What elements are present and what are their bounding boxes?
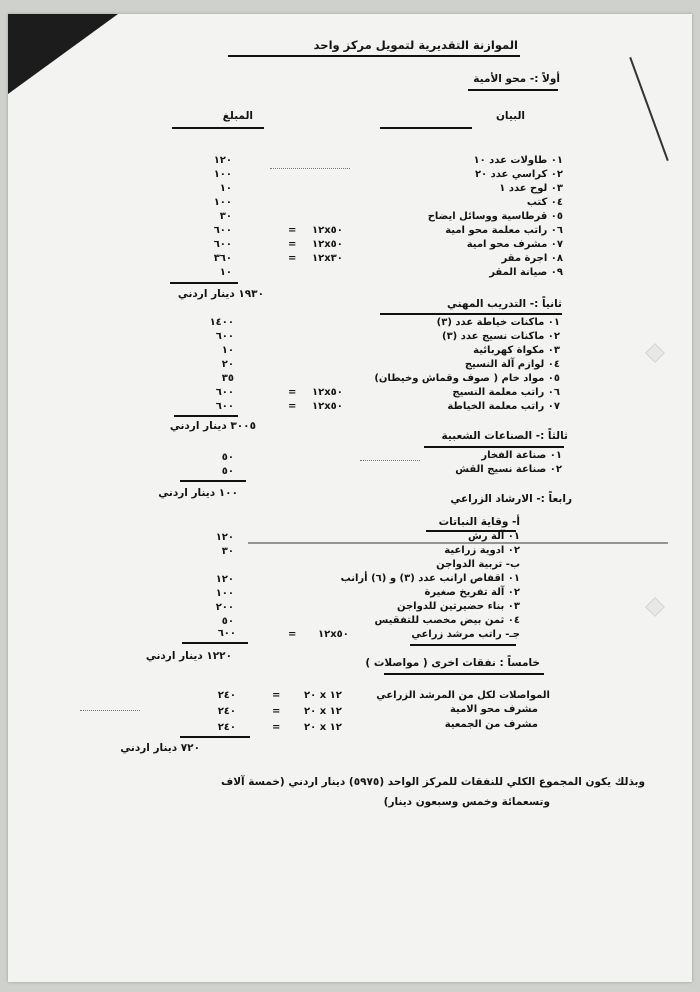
document-page [8, 14, 692, 982]
s3-item: ٠١ صناعة الفخار [481, 450, 562, 461]
equals-sign: = [272, 722, 281, 733]
s2-multiplier: ١٢x٥٠ [312, 401, 343, 412]
s1-item: ٠١ طاولات عدد ١٠ [473, 155, 563, 166]
s1-amount: ١٠ [219, 183, 232, 194]
s1-item: ٠٢ كراسي عدد ٢٠ [474, 169, 563, 180]
s4-amount: ١٠٠ [215, 588, 234, 599]
s2-multiplier: ١٢x٥٠ [312, 387, 343, 398]
s2-amount: ٢٠ [221, 359, 234, 370]
s1-item: ٠٤ كتب [526, 197, 563, 208]
s2-item: ٠٥ مواد خام ( صوف وقماش وخيطان) [374, 373, 560, 384]
scan-noise [360, 460, 420, 462]
s4-item: ٠١ آلة رش [468, 531, 520, 542]
s4-amount: ٦٠٠ [217, 628, 236, 639]
equals-sign: = [272, 690, 281, 701]
s1-amount: ٦٠٠ [213, 239, 232, 250]
s4-item: ٠٣ بناء حضيرتين للدواجن [396, 601, 520, 612]
s1-amount: ١٠ [219, 267, 232, 278]
s4-amount: ١٢٠ [215, 532, 234, 543]
s4-item: ٠٢ ادوية زراعية [444, 545, 520, 556]
section1-heading: أولاً :- محو الأمية [473, 73, 560, 85]
s3-amount: ٥٠ [221, 452, 234, 463]
s2-item: ٠٣ مكواة كهربائية [473, 345, 560, 356]
equals-sign: = [288, 629, 297, 640]
summary-line-2: وتسعمائة وخمس وسبعون دينار) [383, 796, 550, 808]
s1-amount: ١٢٠ [213, 155, 232, 166]
column-description-underline [380, 127, 472, 129]
punch-hole [645, 597, 665, 617]
equals-sign: = [288, 387, 297, 398]
s2-total-rule [174, 415, 238, 417]
s3-item: ٠٢ صناعة نسيج القش [455, 464, 562, 475]
s1-item: ٠٦ راتب معلمة محو امية [445, 225, 563, 236]
s1-item: ٠٧ مشرف محو امية [466, 239, 563, 250]
s1-total-rule [170, 282, 238, 284]
s5-amount: ٢٤٠ [217, 722, 236, 733]
s2-item: ٠١ ماكنات خياطة عدد (٣) [436, 317, 560, 328]
summary-line-1: وبذلك يكون المجموع الكلي للنفقات للمركز الواحد (٥٩٧٥) دينار اردني (خمسة آلاف [221, 776, 645, 788]
s4-item: ٠١ اقفاص ارانب عدد (٣) و (٦) أرانب [340, 573, 520, 584]
s4-sub-a: أ- وقاية النباتات [438, 516, 520, 528]
section1-heading-underline [468, 89, 558, 91]
s3-amount: ٥٠ [221, 466, 234, 477]
s2-item: ٠٢ ماكنات نسيج عدد (٣) [441, 331, 560, 342]
s5-multiplier: ٢٠ x ١٢ [304, 722, 342, 733]
s2-item: ٠٤ لوازم آلة النسيج [464, 359, 560, 370]
s4-total-rule [182, 642, 248, 644]
s4-sub-b: ب- تربية الدواجن [436, 559, 520, 570]
s1-item: ٠٨ اجرة مقر [501, 253, 563, 264]
page-title: الموازنة التقديرية لتمويل مركز واحد [313, 38, 518, 52]
s2-item: ٠٦ راتب معلمة النسيج [452, 387, 560, 398]
equals-sign: = [272, 706, 281, 717]
s4-amount: ١٢٠ [215, 574, 234, 585]
title-underline [228, 55, 520, 57]
s1-amount: ٦٠٠ [213, 225, 232, 236]
section5-heading-underline [384, 673, 544, 675]
s2-amount: ٦٠٠ [215, 387, 234, 398]
equals-sign: = [288, 239, 297, 250]
column-amount-underline [172, 127, 264, 129]
s4-multiplier: ١٢x٥٠ [318, 629, 349, 640]
s1-total: ١٩٣٠ دينار اردني [177, 288, 264, 300]
s2-item: ٠٧ راتب معلمة الخياطة [447, 401, 560, 412]
s4-amount: ٣٠ [221, 546, 234, 557]
s1-amount: ١٠٠ [213, 197, 232, 208]
s5-amount: ٢٤٠ [217, 690, 236, 701]
s5-multiplier: ٢٠ x ١٢ [304, 706, 342, 717]
s5-item: مشرف محو الامية [449, 704, 538, 715]
section3-heading: ثالثاً :- الصناعات الشعبية [441, 430, 568, 442]
s1-amount: ١٠٠ [213, 169, 232, 180]
folded-corner-shadow [8, 14, 118, 94]
s1-item: ٠٩ صيانة المقر [489, 267, 563, 278]
s4-amount: ٢٠٠ [215, 602, 234, 613]
s5-multiplier: ٢٠ x ١٢ [304, 690, 342, 701]
section5-heading: خامساً : نفقات اخرى ( مواصلات ) [365, 657, 540, 669]
s1-multiplier: ١٢x٥٠ [312, 239, 343, 250]
s4-item: ٠٤ ثمن بيض مخصب للتفقيس [374, 615, 520, 626]
s2-amount: ١٤٠٠ [209, 317, 234, 328]
s4-sub-c-underline [410, 644, 516, 646]
s5-total-rule [180, 736, 250, 738]
equals-sign: = [288, 401, 297, 412]
s2-amount: ٣٥ [221, 373, 234, 384]
section4-heading: رابعاً :- الارشاد الزراعي [450, 493, 572, 505]
s3-total-rule [180, 480, 246, 482]
s2-amount: ١٠ [221, 345, 234, 356]
scan-noise [270, 168, 350, 170]
s1-multiplier: ١٢x٣٠ [312, 253, 343, 264]
scan-streak [248, 542, 668, 544]
s1-item: ٠٣ لوح عدد ١ [499, 183, 563, 194]
scan-noise [80, 710, 140, 712]
equals-sign: = [288, 253, 297, 264]
s5-item: المواصلات لكل من المرشد الزراعي [376, 690, 550, 701]
s4-total: ١٢٢٠ دينار اردني [145, 650, 232, 662]
equals-sign: = [288, 225, 297, 236]
section2-heading: ثانياً :- التدريب المهني [447, 298, 562, 310]
s5-item: مشرف من الجمعية [444, 719, 538, 730]
s3-total: ١٠٠ دينار اردني [158, 487, 238, 499]
s1-amount: ٣٠ [219, 211, 232, 222]
s1-item: ٠٥ قرطاسية ووسائل ايضاح [427, 211, 563, 222]
s2-amount: ٦٠٠ [215, 401, 234, 412]
column-description-header: البيان [495, 110, 525, 122]
column-amount-header: المبلغ [222, 110, 253, 122]
s4-sub-c: جـ- راتب مرشد زراعي [411, 629, 520, 640]
s2-total: ٣٠٠٥ دينار اردني [169, 420, 256, 432]
s1-amount: ٣٦٠ [213, 253, 232, 264]
s4-amount: ٥٠ [221, 616, 234, 627]
margin-mark [629, 57, 669, 161]
section3-heading-underline [424, 446, 564, 448]
s5-amount: ٢٤٠ [217, 706, 236, 717]
section2-heading-underline [380, 313, 562, 315]
s5-total: ٧٢٠ دينار اردني [120, 742, 200, 754]
s4-item: ٠٢ آلة تفريخ صغيرة [424, 587, 520, 598]
s2-amount: ٦٠٠ [215, 331, 234, 342]
punch-hole [645, 343, 665, 363]
s1-multiplier: ١٢x٥٠ [312, 225, 343, 236]
